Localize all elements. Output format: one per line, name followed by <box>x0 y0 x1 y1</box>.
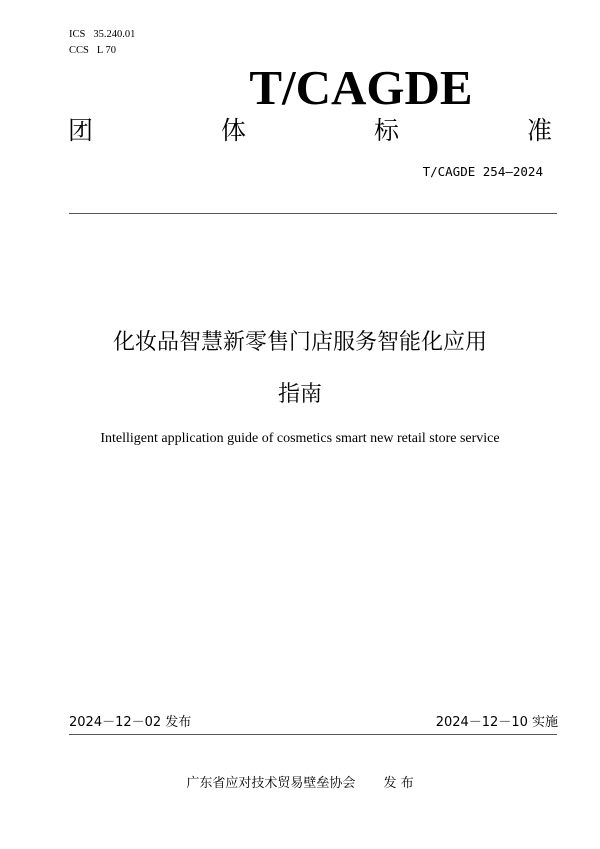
issuer-action: 发 布 <box>383 776 414 791</box>
ics-code <box>69 27 135 43</box>
ics-label: ICS <box>69 29 86 40</box>
title-chinese-line2: 指南 <box>277 382 322 407</box>
ccs-code <box>69 43 135 59</box>
issuer <box>0 775 600 793</box>
standard-type <box>68 116 552 146</box>
implementation-date: 2024－12－10 实施 <box>435 715 558 730</box>
title-chinese-line1: 化妆品智慧新零售门店服务智能化应用 <box>112 330 487 355</box>
standard-type-char: 体 <box>220 116 246 145</box>
title-english: Intelligent application guide of cosmetics smart new retail store service <box>100 431 500 446</box>
classification-codes <box>69 27 135 59</box>
ics-value: 35.240.01 <box>93 29 136 40</box>
standard-type-char: 准 <box>526 116 552 145</box>
footer-divider <box>69 734 557 735</box>
standard-type-char: 标 <box>373 116 399 145</box>
ccs-label: CCS <box>69 45 89 56</box>
header-divider <box>69 213 557 214</box>
ccs-value: L 70 <box>96 45 117 56</box>
issue-date: 2024－12－02 发布 <box>69 715 192 730</box>
standard-number: T/CAGDE 254—2024 <box>422 164 543 179</box>
issuer-name: 广东省应对技术贸易壁垒协会 <box>186 776 356 791</box>
standard-type-char: 团 <box>68 116 94 145</box>
organization-logo: T/CAGDE <box>249 60 473 115</box>
